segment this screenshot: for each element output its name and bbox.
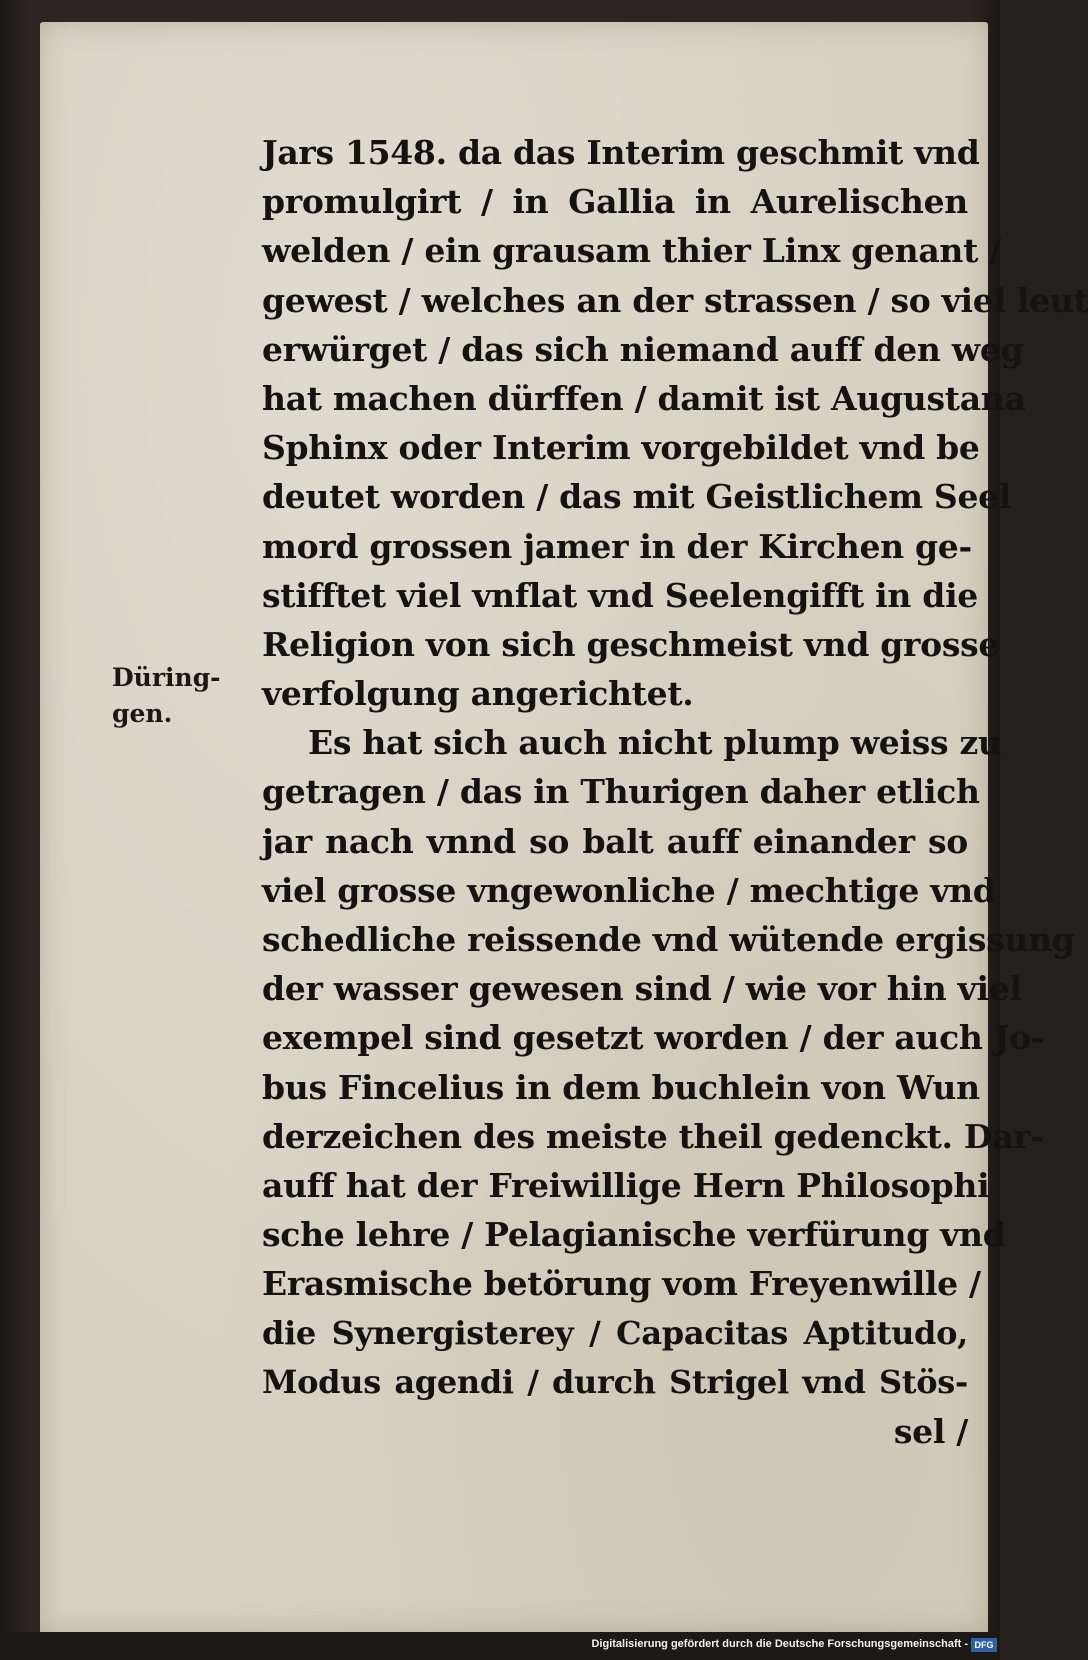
text-line: getragen / das in Thurigen daher etlich (262, 772, 980, 812)
text-line: hat machen dürffen / damit ist Augustana (262, 378, 1026, 418)
text-line: Modus agendi / durch Strigel vnd Stös- (262, 1362, 968, 1401)
dfg-logo: DFG (971, 1638, 997, 1652)
text-line: jar nach vnnd so balt auff einander so (262, 821, 968, 861)
text-line: bus Fincelius in dem buchlein von Wun (262, 1067, 980, 1107)
text-line: Erasmische betörung vom Freyenwille / (262, 1264, 981, 1304)
text-line: Es hat sich auch nicht plump weiss zu (308, 723, 1002, 763)
text-line: die Synergisterey / Capacitas Aptitudo, (262, 1313, 968, 1352)
text-line: deutet worden / das mit Geistlichem Seel (262, 477, 1012, 517)
funding-credit: Digitalisierung gefördert durch die Deutsche Forschungsgemeinschaft - (591, 1638, 968, 1650)
text-line: exempel sind gesetzt worden / der auch Jo- (262, 1018, 1045, 1058)
catchword: sel / (893, 1411, 968, 1451)
text-line: sche lehre / Pelagianische verfürung vnd (262, 1215, 1006, 1255)
text-line: Jars 1548. da das Interim geschmit vnd (262, 133, 980, 172)
text-line: promulgirt / in Gallia in Aurelischen (262, 182, 968, 222)
text-line: derzeichen des meiste theil gedenckt. Dar- (262, 1116, 1044, 1156)
text-line: mord grossen jamer in der Kirchen ge- (262, 526, 972, 566)
body-text (262, 128, 1088, 1456)
text-line: Religion von sich geschmeist vnd grosse (262, 624, 1000, 664)
text-line: welden / ein grausam thier Linx genant / (262, 231, 1002, 271)
text-line: gewest / welches an der strassen / so viel leut (262, 280, 1088, 320)
marginal-note-line: gen. (112, 699, 173, 728)
text-line: viel grosse vngewonliche / mechtige vnd (262, 870, 996, 910)
marginal-note-line: Düring- (112, 663, 221, 692)
text-line: schedliche reissende vnd wütende ergissung (262, 920, 1075, 959)
text-line: Sphinx oder Interim vorgebildet vnd be (262, 428, 980, 468)
text-line: stifftet viel vnflat vnd Seelengifft in die (262, 575, 979, 615)
text-line: der wasser gewesen sind / wie vor hin viel (262, 969, 1022, 1009)
text-line: erwürget / das sich niemand auff den weg (262, 329, 1024, 369)
marginal-note (112, 660, 232, 732)
text-line: verfolgung angerichtet. (262, 674, 694, 714)
text-line: auff hat der Freiwillige Hern Philosophi (262, 1165, 990, 1205)
